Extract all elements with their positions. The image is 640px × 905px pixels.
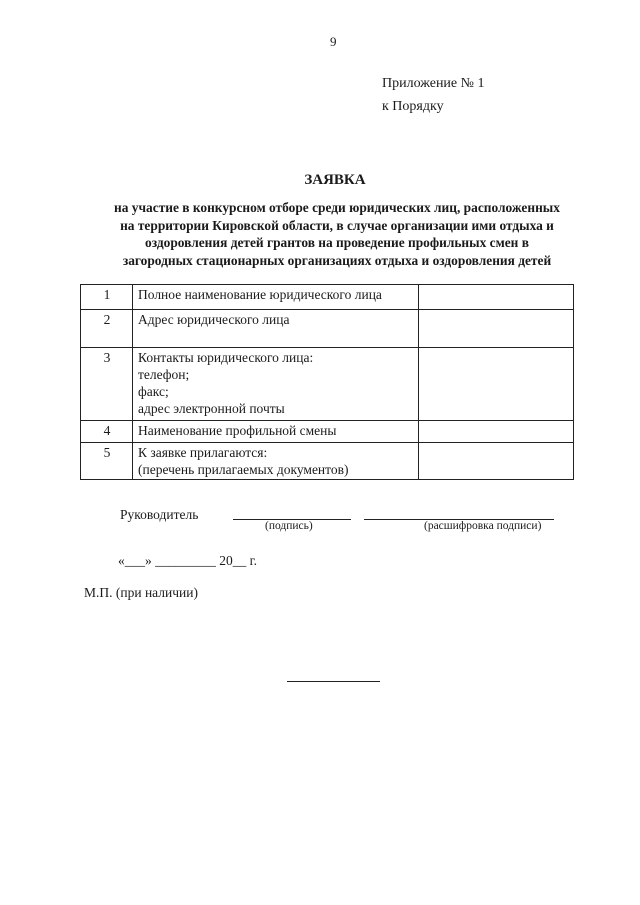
table-row [81,348,574,421]
row-label-line: (перечень прилагаемых документов) [138,462,349,477]
table-row [81,443,574,480]
row-label-line: К заявке прилагаются: [138,445,268,460]
row-label-line: Адрес юридического лица [138,312,290,327]
table-row [81,285,574,310]
row-label-line: факс; [138,384,169,399]
row-label [133,285,419,310]
date-line: «___» _________ 20__ г. [118,553,258,568]
row-label-line: адрес электронной почты [138,401,285,416]
row-number: 5 [81,443,133,480]
appendix-line-1: Приложение № 1 [382,76,485,91]
page-number: 9 [330,34,337,49]
end-divider [287,681,380,682]
signature-block [0,507,640,547]
subtitle-line: на участие в конкурсном отборе среди юридических лиц, расположенных [114,200,560,215]
row-label-line: Наименование профильной смены [138,423,337,438]
row-label [133,421,419,443]
row-number: 1 [81,285,133,310]
row-label [133,443,419,480]
seal-note: М.П. (при наличии) [84,585,198,600]
head-label: Руководитель [120,507,199,522]
appendix-line-2: к Порядку [382,99,444,114]
table-row [81,421,574,443]
subtitle-line: загородных стационарных организациях отдыха и оздоровления детей [122,252,552,268]
subtitle-line: оздоровления детей грантов на проведение профильных смен в [145,235,529,250]
document-title: ЗАЯВКА [304,172,366,188]
signature-decoding-caption: (расшифровка подписи) [424,520,542,532]
row-label-line: телефон; [138,367,190,382]
row-value-cell[interactable] [419,348,574,421]
row-value-cell[interactable] [419,443,574,480]
row-value-cell[interactable] [419,310,574,348]
application-form-table [80,284,574,480]
row-number: 4 [81,421,133,443]
table-row [81,310,574,348]
appendix-reference [382,72,485,118]
subtitle-line: на территории Кировской области, в случае организации ими отдыха и [120,217,554,233]
row-value-cell[interactable] [419,421,574,443]
row-label [133,348,419,421]
row-value-cell[interactable] [419,285,574,310]
row-label-line: Полное наименование юридического лица [138,287,382,302]
row-label [133,310,419,348]
document-subtitle [82,199,592,269]
signature-caption: (подпись) [265,520,313,532]
row-label-line: Контакты юридического лица: [138,350,314,365]
row-number: 3 [81,348,133,421]
row-number: 2 [81,310,133,348]
